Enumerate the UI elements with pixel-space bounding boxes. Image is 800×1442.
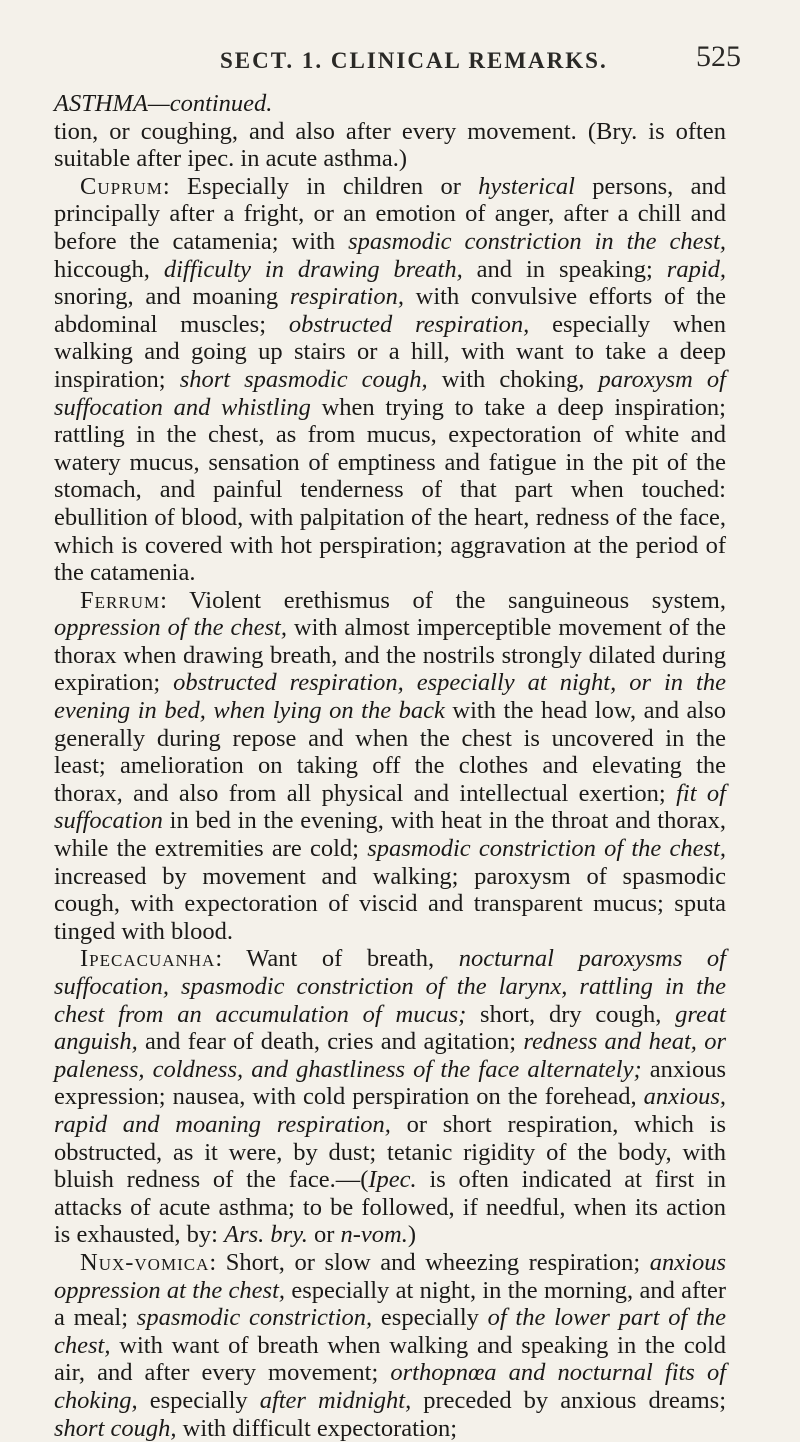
emphasis: nocturnal paroxysms of suffocation, spasmodic constriction of the larynx, rattling in the chest from an accumulation of mucus; [54, 945, 726, 1028]
emphasis: spasmodic constriction in the chest, [348, 227, 726, 255]
text-column [54, 90, 726, 1442]
text-run: in bed in the evening, with heat in the throat and thorax, while the extremities are cold; [54, 807, 726, 863]
text-run: or [307, 1221, 341, 1249]
text-run: persons, and principally after a fright, or an emotion of anger, after a chill and before the catamenia; with [54, 172, 726, 255]
emphasis: anxious, rapid and moaning respiration, [54, 1083, 726, 1138]
emphasis: obstructed respiration, especially at night, or in the evening in bed, when lying on the back [54, 669, 726, 725]
emphasis: rapid, [666, 255, 726, 283]
remedy-name: Cuprum [80, 172, 163, 200]
emphasis: n-vom. [340, 1221, 408, 1249]
emphasis: great anguish, [54, 1000, 726, 1056]
text-run: short, dry cough, [466, 1000, 676, 1028]
text-run: especially [137, 1386, 260, 1414]
text-run: with the head low, and also generally during repose and when the chest is uncovered in the least; amelioration on taking off the clothes and elevating the thorax, and also from all physical and intellectual exertion; [54, 697, 726, 807]
text-run: is often indicated at first in attacks of acute asthma; to be followed, if needful, when its action is exhausted, by: [54, 1166, 726, 1249]
text-run: when trying to take a deep inspiration; rattling in the chest, as from mucus, expectoration of white and watery mucus, sensation of emptiness and fatigue in the pit of the stomach, and painful tenderness of that part when touched: ebullition of blood, with palpitation of the heart, redness of the face, which is covered with hot perspiration; aggravation at the period of the catamenia. [54, 393, 726, 587]
intro-paragraph: tion, or coughing, and also after every movement. (Bry. is often suitable after ipec. in acute asthma.) [54, 117, 726, 173]
text-run: or short respiration, which is obstructed, as it were, by dust; tetanic rigidity of the body, with bluish redness of the face.—( [54, 1110, 726, 1194]
text-run: and in speaking; [462, 255, 667, 283]
text-run: hiccough, [54, 255, 164, 283]
emphasis: obstructed respiration, [288, 310, 530, 338]
text-run: : Short, or slow and wheezing respiration; [209, 1248, 650, 1276]
emphasis: anxious oppression at the chest, [54, 1248, 726, 1304]
emphasis: short cough, [54, 1414, 177, 1442]
emphasis: after midnight, [259, 1386, 412, 1414]
text-run: with want of breath when walking and speaking in the cold air, and after every movement; [54, 1331, 726, 1387]
text-run: anxious expression; nausea, with cold perspiration on the forehead, [54, 1055, 727, 1111]
emphasis: fit of suffocation [54, 779, 726, 835]
text-run: snoring, and moaning [54, 283, 290, 311]
text-run: and fear of death, cries and agitation; [137, 1028, 524, 1056]
emphasis: paroxysm of suffocation and whistling [54, 365, 726, 421]
emphasis: difficulty in drawing breath, [163, 255, 463, 283]
emphasis: Ars. bry. [224, 1221, 308, 1249]
text-run: especially [372, 1304, 488, 1332]
emphasis: short spasmodic cough, [179, 365, 428, 393]
text-run: ) [407, 1221, 417, 1249]
text-run: : Violent erethismus of the sanguineous system, [160, 586, 726, 614]
emphasis: spasmodic constriction, [136, 1304, 373, 1332]
text-run: with difficult expectoration; [176, 1414, 458, 1442]
paragraph-cuprum [54, 173, 726, 587]
remedy-name: Nux-vomica [80, 1248, 210, 1276]
emphasis: Ipec. [368, 1166, 417, 1194]
paragraph-nux-vomica [54, 1249, 726, 1442]
emphasis: orthopnœa and nocturnal fits of choking, [54, 1359, 726, 1414]
emphasis: spasmodic constriction of the chest, [367, 835, 726, 863]
text-run: preceded by anxious dreams; [411, 1386, 727, 1414]
text-run: increased by movement and walking; paroxysm of spasmodic cough, with expectoration of viscid and transparent mucus; sputa tinged with blood. [54, 862, 726, 945]
running-head [0, 40, 800, 80]
text-run: especially at night, in the morning, and after a meal; [54, 1276, 726, 1332]
emphasis: respiration, [289, 283, 404, 311]
emphasis: of the lower part of the chest, [54, 1304, 726, 1359]
emphasis: oppression of the chest, [54, 614, 287, 642]
paragraph-ipecacuanha [54, 945, 726, 1249]
text-run: with almost imperceptible movement of the thorax when drawing breath, and the nostrils strongly dilated during expiration; [54, 614, 726, 697]
text-run: : Want of breath, [215, 945, 459, 973]
text-run: : Especially in children or [162, 172, 479, 200]
page-number: 525 [696, 40, 741, 73]
section-heading: SECT. 1. CLINICAL REMARKS. [220, 48, 608, 73]
text-run: with choking, [427, 365, 599, 393]
text-run: with convulsive efforts of the abdominal muscles; [54, 283, 726, 338]
paragraph-ferrum [54, 587, 726, 946]
section-title: ASTHMA—continued. [54, 90, 273, 117]
emphasis: hysterical [478, 172, 575, 200]
remedy-name: Ferrum [80, 586, 161, 614]
emphasis: redness and heat, or paleness, coldness, and ghastliness of the face alternately; [54, 1028, 726, 1083]
text-run: especially when walking and going up stairs or a hill, with want to take a deep inspiration; [54, 310, 726, 393]
remedy-name: Ipecacuanha [80, 945, 216, 973]
